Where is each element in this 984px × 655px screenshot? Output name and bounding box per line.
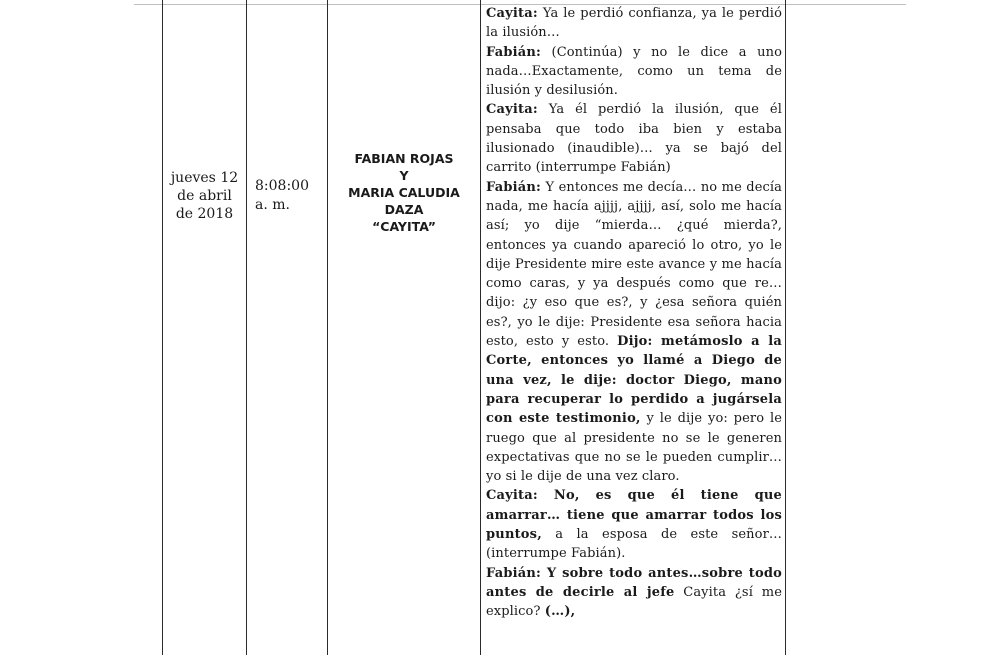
participant-line: FABIAN ROJAS bbox=[354, 151, 454, 166]
speaker-label: Fabián: bbox=[486, 44, 542, 60]
participant-line: Y bbox=[399, 168, 409, 183]
speech-text: (Continúa) y no le dice a uno nada…Exactamente, como un tema de ilusión y desilusión. bbox=[486, 44, 782, 99]
transcript-paragraph bbox=[486, 564, 782, 622]
speaker-label: Fabián: bbox=[486, 179, 542, 195]
participants-cell bbox=[328, 150, 480, 235]
participant-line: DAZA bbox=[384, 202, 424, 217]
transcript-paragraph bbox=[486, 486, 782, 563]
participant-line: MARIA CALUDIA bbox=[348, 185, 460, 200]
column-divider bbox=[246, 0, 247, 655]
speech-text: y le dije yo: pero le ruego que al presidente no se le generen expectativas que no se le pueden cumplir… yo si le dije de una vez claro. bbox=[486, 411, 782, 485]
speech-text: Cayita ¿sí me explico? bbox=[486, 584, 782, 620]
transcript-cell bbox=[486, 4, 782, 622]
speaker-label: Cayita: bbox=[486, 6, 538, 21]
transcript-paragraph bbox=[486, 43, 782, 101]
speech-text: Ya le perdió confianza, ya le perdió la ilusión… bbox=[486, 6, 782, 41]
time-cell bbox=[255, 177, 325, 215]
column-divider bbox=[327, 0, 328, 655]
speaker-label: Fabián: Y sobre todo antes…sobre todo antes de decirle al jefe bbox=[486, 565, 782, 600]
participant-line: “CAYITA” bbox=[372, 219, 436, 234]
date-line: de 2018 bbox=[175, 206, 234, 222]
speech-text: Y entonces me decía… no me decía nada, me hacía ajjjj, ajjjj, así, solo me hacía así; yo dije “mierda… ¿qué mierda?, entonces ya cuando apareció lo otro, yo le dije Presidente mire este avance y me hacía como caras, y ya después como que re…dijo: ¿y eso que es?, y ¿esa señora quién es?, yo le dije: Presidente esa señora hacia esto, esto y esto. bbox=[486, 179, 782, 350]
transcript-paragraph bbox=[486, 100, 782, 177]
column-divider bbox=[480, 0, 481, 655]
speech-emphasis: (…), bbox=[544, 604, 576, 620]
date-line: jueves 12 bbox=[170, 170, 239, 186]
speaker-label: Cayita: bbox=[486, 102, 538, 118]
time-line: 8:08:00 bbox=[255, 178, 309, 194]
speech-text: a la esposa de este señor… (interrumpe Fabián). bbox=[486, 527, 782, 562]
column-divider bbox=[785, 0, 786, 655]
date-line: de abril bbox=[177, 188, 232, 204]
time-line: a. m. bbox=[255, 197, 290, 213]
transcript-paragraph bbox=[486, 178, 782, 487]
column-divider bbox=[162, 0, 163, 655]
speaker-label: Cayita: No, es que él tiene que amarrar… tiene que amarrar todos los puntos, bbox=[486, 488, 782, 543]
transcript-paragraph bbox=[486, 4, 782, 43]
date-cell bbox=[163, 169, 246, 223]
speech-text: Ya él perdió la ilusión, que él pensaba que todo iba bien y estaba ilusionado (inaudible)… ya se bajó del carrito (interrumpe Fabián) bbox=[486, 102, 782, 176]
speech-emphasis: Dijo: metámoslo a la Corte, entonces yo llamé a Diego de una vez, le dije: doctor Diego, mano para recuperar lo perdido a jugársela con este testimonio, bbox=[486, 334, 783, 427]
